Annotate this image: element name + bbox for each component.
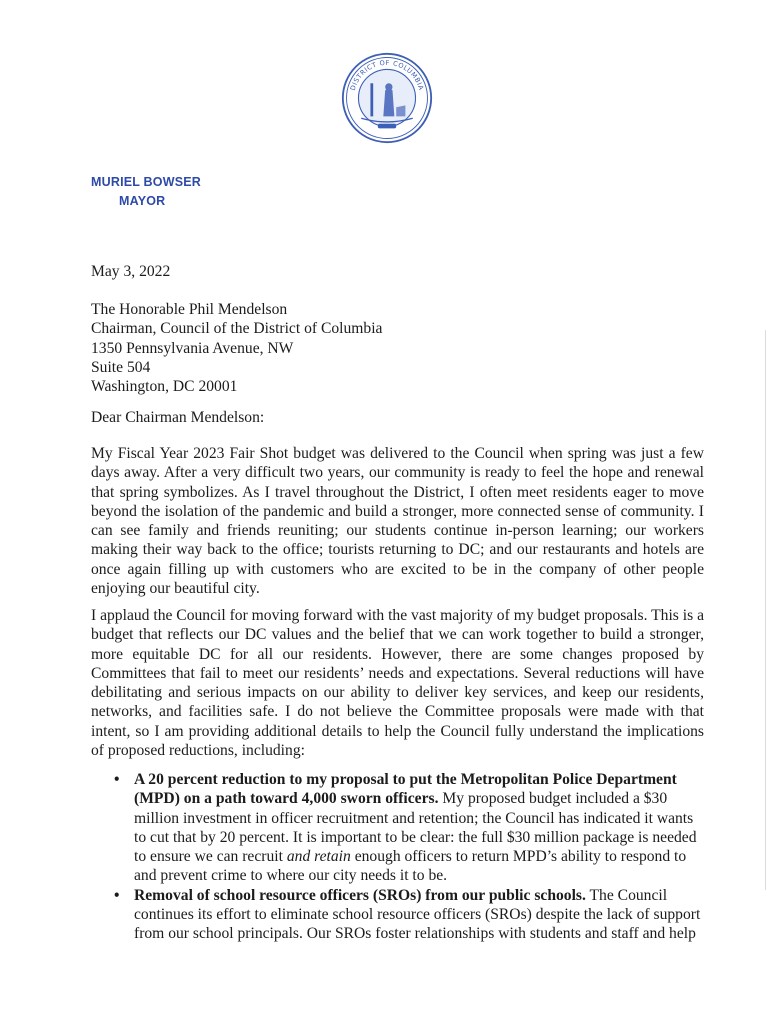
address-line: 1350 Pennsylvania Avenue, NW [91,339,294,357]
bullet-heading: Removal of school resource officers (SROs) from our public schools. [134,886,586,904]
bullet-heading: A 20 percent reduction to my proposal to put the Metropolitan Police Department (MPD) on a path toward 4,000 sworn officers. [134,771,677,808]
mayor-title: MAYOR [119,194,166,208]
bullet-text: enough officers to return MPD’s ability to respond to and prevent crime to where our city needs it to be. [134,848,687,885]
address-line: Suite 504 [91,358,151,376]
bullet-text: The Council continues its effort to eliminate school resource officers (SROs) despite the lack of support from our school principals. Our SROs foster relationships with students and staff and help [134,886,701,943]
bullet-icon: • [114,886,120,904]
scan-edge-divider [765,330,766,890]
bullet-icon: • [114,771,120,788]
address-line: The Honorable Phil Mendelson [91,301,288,318]
list-item [114,886,706,944]
list-item [114,770,706,886]
mayor-name: MURIEL BOWSER [91,175,202,189]
recipient-address [91,300,704,396]
salutation: Dear Chairman Mendelson: [91,409,265,426]
address-line: Washington, DC 20001 [91,378,238,396]
bullet-text: My proposed budget included a $30 million investment in officer recruitment and retention; the Council has indicated it wants to cut that by 20 percent. It is important to be clear: the full $30 million package is needed to ensure we can recruit [134,790,697,866]
paragraph-2: I applaud the Council for moving forward with the vast majority of my budget proposals. This is a budget that reflects our DC values and the belief that we can work together to build a stronger, more equitable DC for all our residents. However, there are some changes proposed by Committees that fail to meet our residents’ needs and expectations. Several reductions will have debilitating and serious impacts on our ability to deliver key services, and keep our residents, networks, and facilities safe. I do not believe the Committee proposals were made with that intent, so I am providing additional details to help the Council fully understand the implications of proposed reductions, including: [91,607,704,760]
paragraph-1: My Fiscal Year 2023 Fair Shot budget was delivered to the Council when spring was just a few days away. After a very difficult two years, our community is ready to feel the hope and renewal that spring symbolizes. As I travel throughout the District, I often meet residents eager to move beyond the isolation of the pandemic and build a stronger, more connected sense of community. I can see family and friends reuniting; our students continue in-person learning; our workers making their way back to the office; tourists returning to DC; and our restaurants and hotels are once again filling up with customers who are excited to be in the company of other people enjoying our beautiful city. [91,445,704,598]
letter-date: May 3, 2022 [91,263,171,280]
district-seal-icon [341,52,433,144]
proposed-reductions-list [114,770,706,944]
bullet-emphasis: and retain [286,848,351,866]
svg-text:DISTRICT OF COLUMBIA: DISTRICT OF COLUMBIA [348,58,426,92]
address-line: Chairman, Council of the District of Columbia [91,320,383,338]
